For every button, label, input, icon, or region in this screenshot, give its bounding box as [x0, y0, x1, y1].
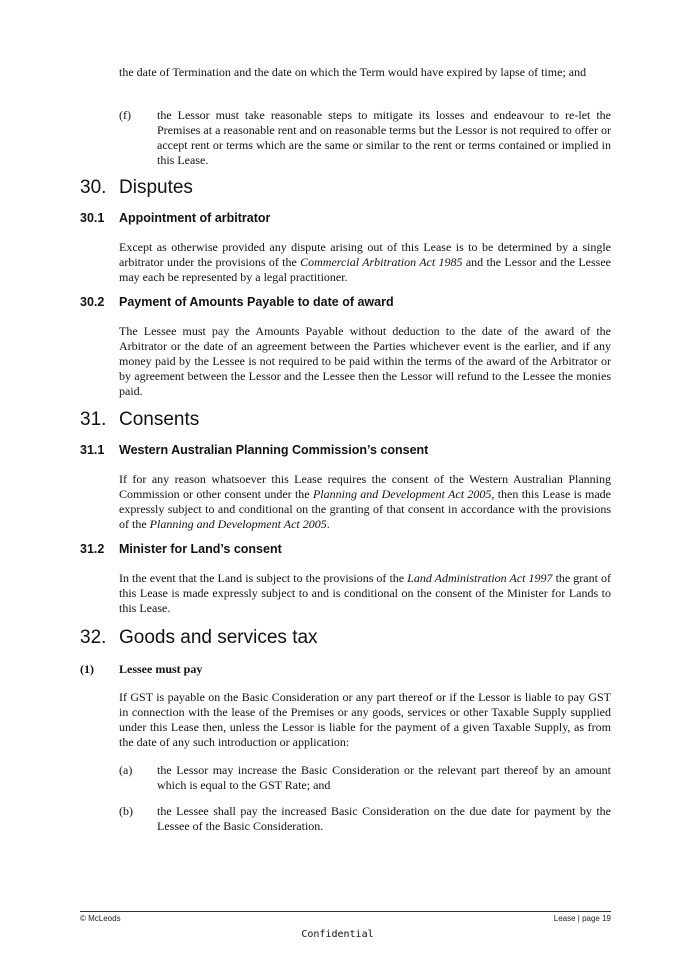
text-run: If for any reason whatsoever this Lease requires the consent of the Western Australian Planning Commission or other consent under the	[119, 472, 611, 501]
heading-section-31	[80, 409, 199, 431]
list-marker: (a)	[119, 763, 133, 777]
heading-section-30	[80, 177, 193, 199]
text-run: .	[326, 517, 330, 531]
clause-number: 31.1	[80, 443, 105, 457]
heading-subclause-1	[80, 662, 202, 677]
heading-clause-30-1	[80, 211, 270, 226]
clause-30-1-text	[119, 240, 611, 285]
continued-paragraph: the date of Termination and the date on which the Term would have expired by lapse of time; and	[119, 65, 587, 79]
section-number: 32.	[80, 627, 107, 648]
clause-title: Minister for Land’s consent	[119, 542, 282, 556]
section-title: Disputes	[119, 177, 193, 198]
clause-31-2-text	[119, 571, 611, 616]
clause-number: 31.2	[80, 542, 105, 556]
clause-title: Western Australian Planning Commission’s consent	[119, 443, 429, 457]
list-item-text: the Lessee shall pay the increased Basic Consideration on the due date for payment by the Lessee of the Basic Consideration.	[157, 804, 611, 833]
list-item-text: the Lessor may increase the Basic Consideration or the relevant part thereof by an amount which is equal to the GST Rate; and	[157, 763, 611, 792]
heading-clause-31-1	[80, 443, 428, 458]
act-citation: Commercial Arbitration Act 1985	[300, 255, 463, 269]
clause-number: 30.1	[80, 211, 105, 225]
footer-confidential: Confidential	[301, 929, 374, 940]
footer-page-number: Lease | page 19	[553, 914, 611, 923]
text-run: the grant of this Lease is made expressly subject to and is conditional on the consent of the Minister for Lands to this Lease.	[119, 571, 611, 615]
text-run: , then this Lease is made expressly subject to and conditional on the granting of that consent in accordance with the provisions of the	[119, 487, 611, 531]
footer-divider	[80, 911, 611, 912]
act-citation: Land Administration Act 1997	[407, 571, 553, 585]
section-number: 31.	[80, 409, 107, 430]
list-item-a	[119, 763, 611, 793]
list-marker: (f)	[119, 108, 131, 122]
clause-31-1-text	[119, 472, 611, 532]
text-run: Except as otherwise provided any dispute arising out of this Lease is to be determined by a single arbitrator under the provisions of the	[119, 240, 611, 269]
subclause-number: (1)	[80, 662, 94, 676]
clause-title: Appointment of arbitrator	[119, 211, 271, 225]
heading-clause-31-2	[80, 542, 282, 557]
footer-copyright: © McLeods	[80, 914, 121, 923]
heading-clause-30-2	[80, 295, 394, 310]
list-marker: (b)	[119, 804, 133, 818]
subclause-title: Lessee must pay	[119, 662, 203, 676]
clause-number: 30.2	[80, 295, 105, 309]
clause-30-2-text: The Lessee must pay the Amounts Payable without deduction to the date of the award of the Arbitrator or the date of an agreement between the Parties whichever event is the earlier, and if any money paid by the Lessee is not required to be paid within the terms of the award of the Arbitrator or by agreement between the Lessor and the Lessee then the Lessor will refund to the Lessee the monies paid.	[119, 324, 611, 398]
text-run: In the event that the Land is subject to the provisions of the	[119, 571, 408, 585]
heading-section-32	[80, 627, 318, 649]
list-item-text: the Lessor must take reasonable steps to mitigate its losses and endeavour to re-let the Premises at a reasonable rent and on reasonable terms but the Lessor is not required to offer or accept rent or terms which are the same or similar to the rent or terms contained or implied in this Lease.	[157, 108, 611, 167]
clause-title: Payment of Amounts Payable to date of award	[119, 295, 394, 309]
section-title: Goods and services tax	[119, 627, 318, 648]
section-number: 30.	[80, 177, 107, 198]
act-citation: Planning and Development Act 2005	[149, 517, 327, 531]
text-run: and the Lessor and the Lessee may each be represented by a legal practitioner.	[119, 255, 611, 284]
list-item-f	[119, 108, 611, 168]
section-title: Consents	[119, 409, 200, 430]
act-citation: Planning and Development Act 2005	[312, 487, 492, 501]
list-item-b	[119, 804, 611, 834]
subclause-1-text: If GST is payable on the Basic Consideration or any part thereof or if the Lessor is liable to pay GST in connection with the lease of the Premises or any goods, services or other Taxable Supply supplied under this Lease then, unless the Lessor is liable for the payment of a given Taxable Supply, as from the date of any such introduction or application:	[119, 690, 611, 749]
